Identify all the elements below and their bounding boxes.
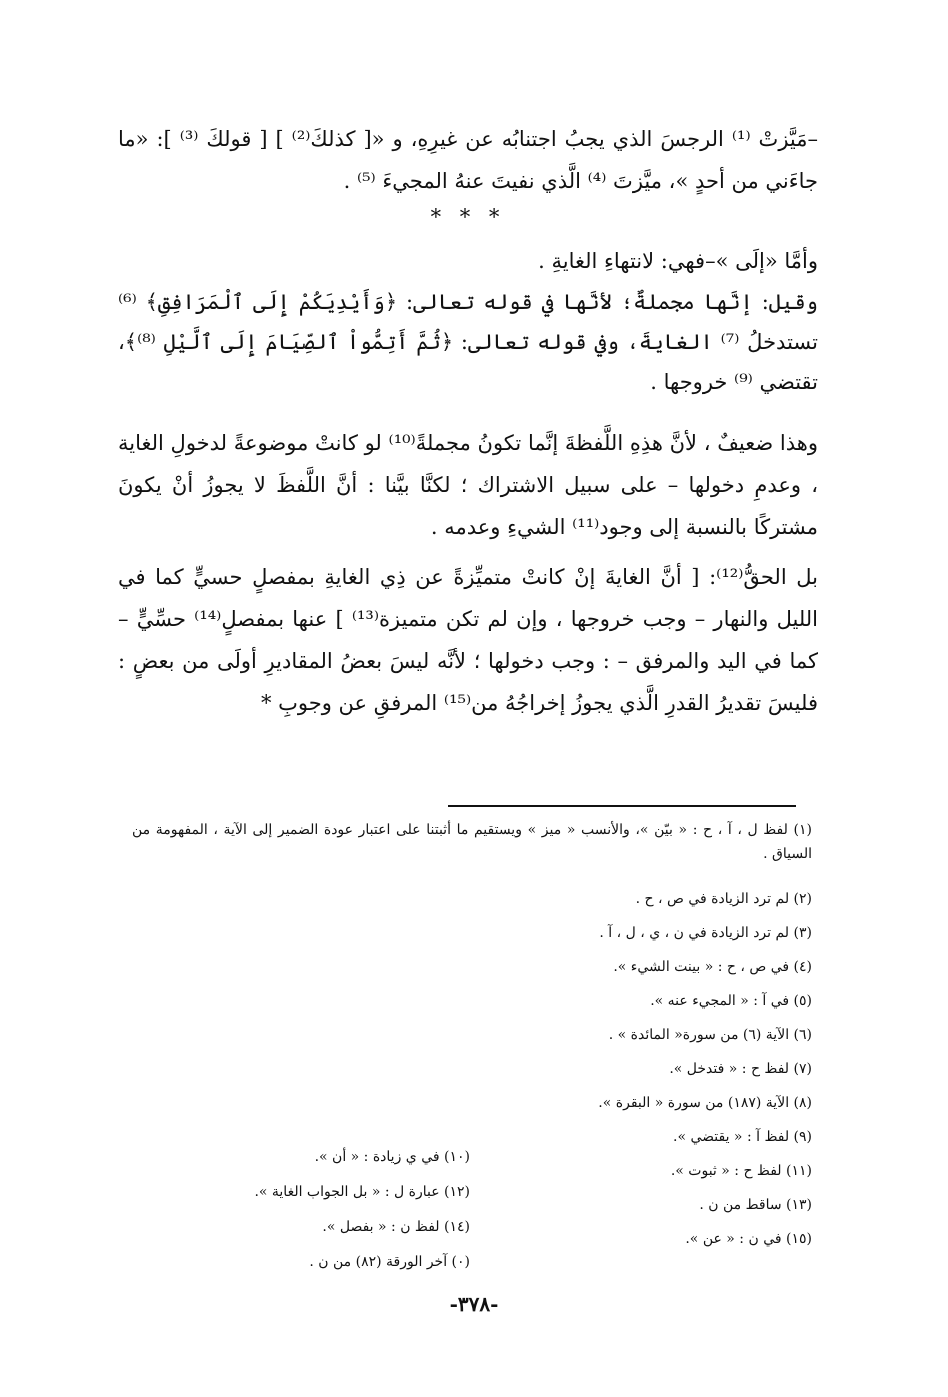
- footnote-10: (١٠) في ي زيادة : « أن ».: [314, 1149, 470, 1165]
- footnote-2: (٢) لم ترد الزيادة في ص ، ح .: [635, 891, 812, 907]
- footnote-leaf-end: (٠) آخر الورقة (٨٢) من ن .: [309, 1254, 470, 1270]
- footnote-12: (١٢) عبارة ل : « بل الجواب الغاية ».: [254, 1184, 470, 1200]
- paragraph-3: وقيل: إنَّها مجملةٌ؛ لأنَّها في قوله تعالى: ﴿وَأَيْدِيَكُمْ إِلَى ٱلْمَرَافِقِ﴾ ⁽⁶⁾ تستدخلُ ⁽⁷⁾ الغايةَ، وفي قوله تعالى: ﴿ثُمَّ أَتِمُّواْ ٱلصِّيَامَ إِلَى ٱلَّيْلِ ⁽⁸⁾﴾، تقتضي ⁽⁹⁾ خروجها .: [118, 290, 818, 394]
- footnote-3: (٣) لم ترد الزيادة في ن ، ي ، ل ، آ .: [599, 925, 812, 941]
- footnote-8: (٨) الآية (١٨٧) من سورة « البقرة ».: [598, 1095, 812, 1111]
- footnote-14: (١٤) لفظ ن : « بفصل ».: [322, 1219, 470, 1235]
- footnote-4: (٤) في ص ، ح : « بينت الشيء ».: [613, 959, 812, 975]
- footnote-13: (١٣) ساقط من ن .: [699, 1197, 812, 1213]
- footnotes-right-column: [520, 882, 812, 1256]
- footnotes-left-column: [150, 1140, 470, 1280]
- section-separator: * * *: [430, 205, 506, 229]
- footnote-divider: [448, 805, 796, 807]
- paragraph-2: وأمَّا «إلَى »–فهي: لانتهاءِ الغايةِ .: [538, 249, 818, 273]
- paragraph-4: وهذا ضعيفٌ ، لأنَّ هذِهِ اللَّفظةَ إنَّما تكونُ مجملةً⁽¹⁰⁾ لو كانتْ موضوعةً لدخولِ الغاية ، وعدمِ دخولها – على سبيل الاشتراك ؛ لكنَّا بيَّنا : أنَّ اللَّفظَ لا يجوزُ أنْ يكونَ مشتركًا بالنسبة إلى وجود⁽¹¹⁾ الشيءِ وعدمه .: [118, 431, 819, 539]
- footnote-7: (٧) لفظ ح : « فتدخل ».: [669, 1061, 812, 1077]
- paragraph-1: –مَيَّزتْ ⁽¹⁾ الرجسَ الذي يجبُ اجتنابُه عن غيرِهِ، و «[ كذلكَ⁽²⁾ ] [ قولكَ ⁽³⁾ ]: «ما جاءَني من أحدٍ »، ميَّزتَ ⁽⁴⁾ الَّذي نفيتَ عنهُ المجيءَ ⁽⁵⁾ .: [118, 127, 818, 193]
- page-number: -٣٧٨-: [449, 1292, 499, 1316]
- footnote-1: (١) لفظ ل ، آ ، ح : « بيّن »، والأنسب « ميز » ويستقيم ما أثبتنا على اعتبار عودة الضمير إلى الآية ، المفهومة من السياق .: [132, 822, 812, 862]
- footnote-11: (١١) لفظ ح : « ثبوت ».: [670, 1163, 812, 1179]
- footnote-9: (٩) لفظ آ : « يقتضي ».: [673, 1129, 812, 1145]
- footnote-6: (٦) الآية (٦) من سورة« المائدة » .: [608, 1027, 812, 1043]
- paragraph-5: بل الحقُّ⁽¹²⁾: [ أنَّ الغايةَ إنْ كانتْ متميِّزةً عن ذِي الغايةِ بمفصلٍ حسيٍّ كما في الليل والنهار – وجب خروجها ، وإن لم تكن متميزة⁽¹³⁾ ] عنها بمفصلٍ⁽¹⁴⁾ حسِّيٍّ – كما في اليد والمرفق – : وجب دخولها ؛ لأنَّه ليسَ بعضُ المقاديرِ أولَى من بعضٍ : فليسَ تقديرُ القدرِ الَّذي يجوزُ إخراجُهُ من⁽¹⁵⁾ المرفقِ عن وجوبِ *: [118, 565, 819, 715]
- footnote-5: (٥) في آ : « المجيء عنه ».: [650, 993, 812, 1009]
- footnote-15: (١٥) في ن : « عن ».: [685, 1231, 812, 1247]
- main-text: [118, 118, 818, 724]
